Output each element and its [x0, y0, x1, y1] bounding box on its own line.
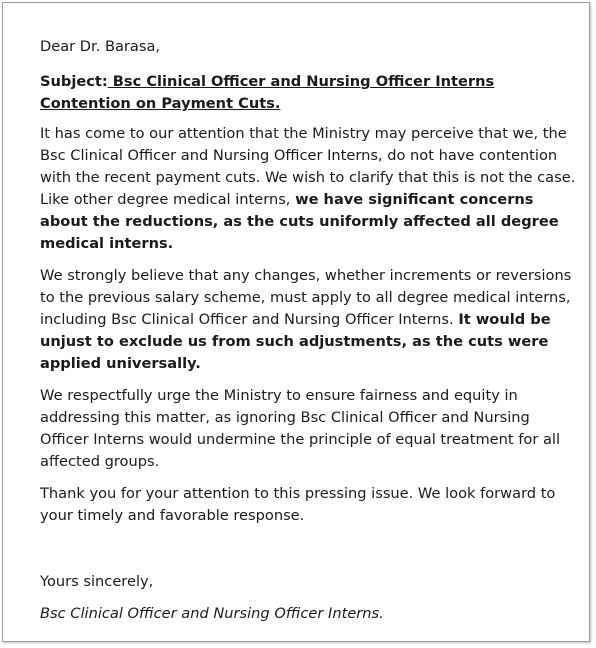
- paragraph-1-text: It has come to our attention that the Ministry may perceive that we, the Bsc Clinical Officer and Nursing Officer Interns, do not have contention with the recent payment cuts. We wish to clarify that this is not the case. Like other degree medical interns,: [40, 125, 576, 208]
- paragraph-1: [40, 123, 580, 255]
- paragraph-1-emphasis: we have significant concerns about the reductions, as the cuts uniformly affected all degree medical interns.: [40, 191, 559, 252]
- paragraph-3: We respectfully urge the Ministry to ensure fairness and equity in addressing this matter, as ignoring Bsc Clinical Officer and Nursing Officer Interns would undermine the principle of equal treatment for all affected groups.: [40, 387, 561, 470]
- letter-body: [40, 36, 580, 625]
- closing: Yours sincerely,: [40, 573, 154, 590]
- salutation: Dear Dr. Barasa,: [40, 38, 161, 55]
- paragraph-2-emphasis: It would be unjust to exclude us from such adjustments, as the cuts were applied universally.: [40, 311, 551, 372]
- paragraph-2: [40, 265, 580, 375]
- subject-line: [40, 71, 580, 115]
- paragraph-2-text: We strongly believe that any changes, whether increments or reversions to the previous salary scheme, must apply to all degree medical interns, including Bsc Clinical Officer and Nursing Officer Interns.: [40, 267, 572, 328]
- subject-text: Bsc Clinical Officer and Nursing Officer Interns Contention on Payment Cuts.: [40, 73, 495, 112]
- signature: Bsc Clinical Officer and Nursing Officer Interns.: [40, 605, 384, 622]
- subject-label: Subject:: [40, 73, 108, 90]
- paragraph-4: Thank you for your attention to this pressing issue. We look forward to your timely and favorable response.: [40, 485, 556, 524]
- document-frame: [2, 2, 590, 642]
